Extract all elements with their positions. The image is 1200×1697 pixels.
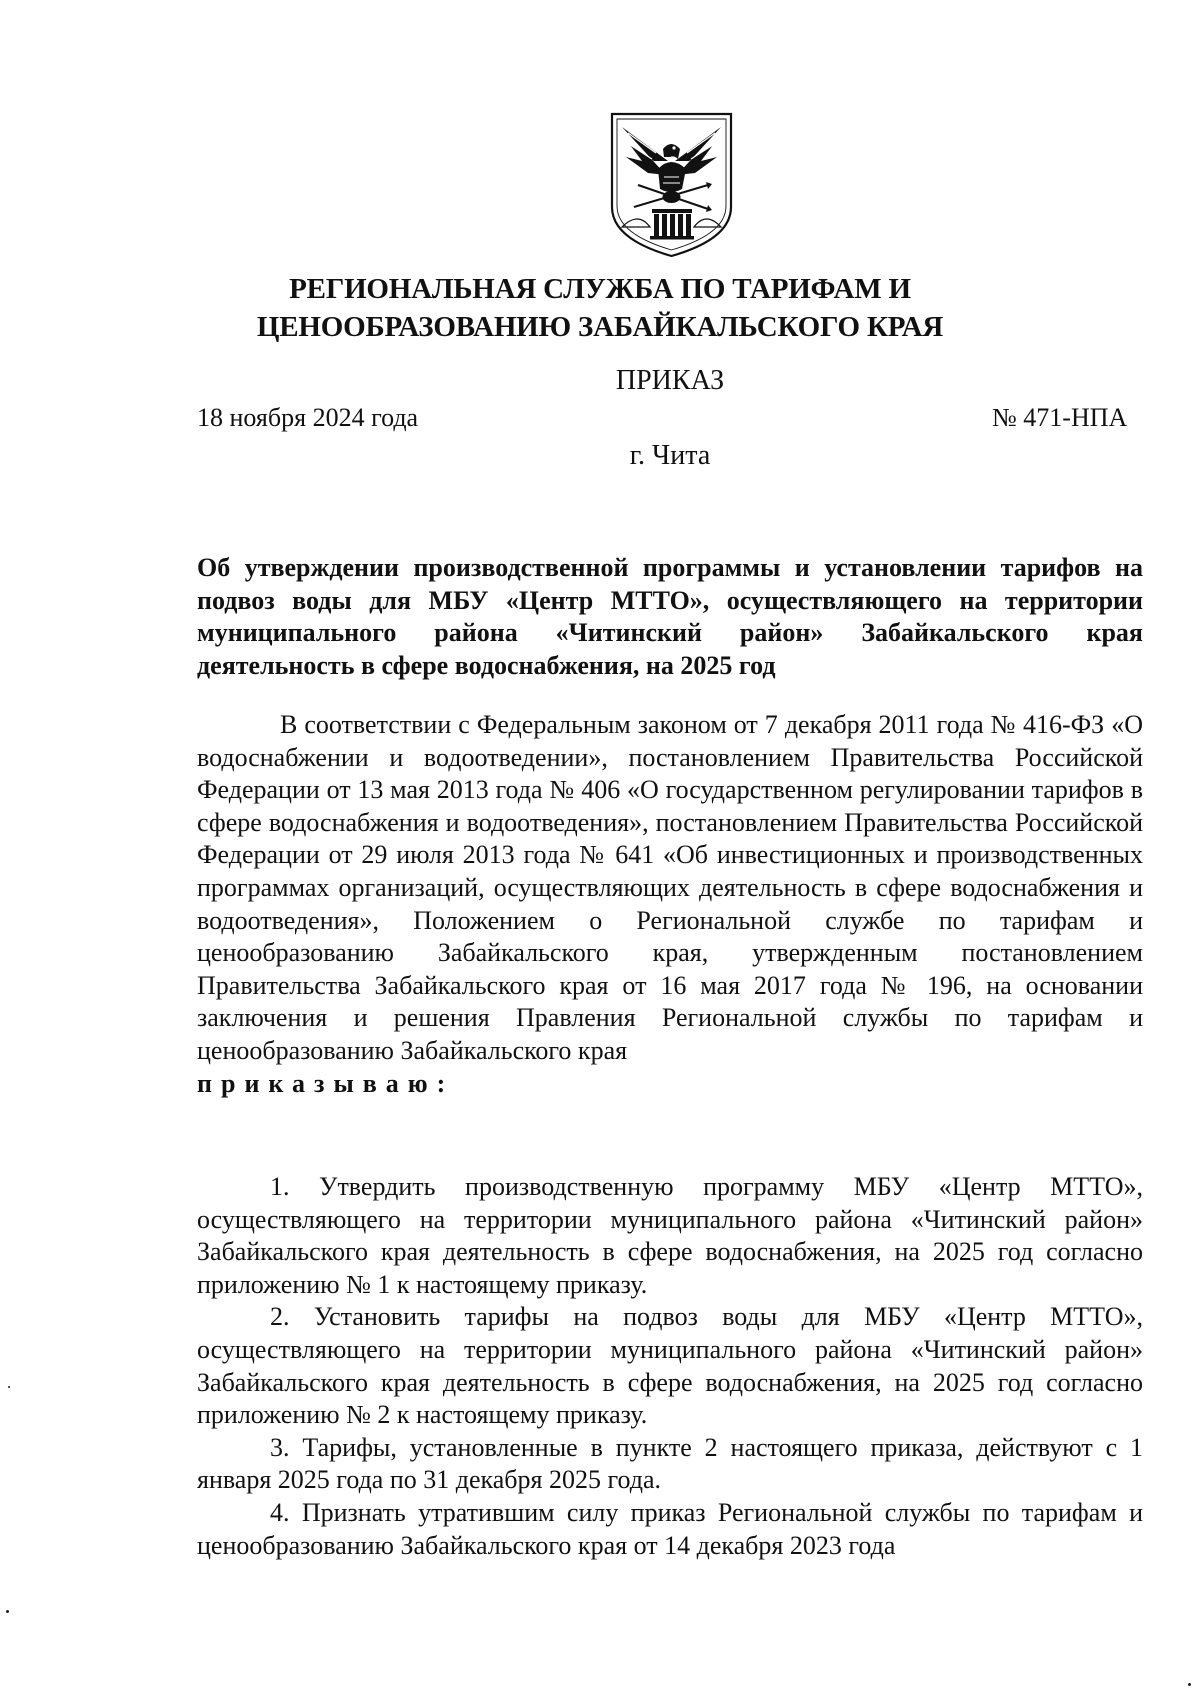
organization-title-line-1: РЕГИОНАЛЬНАЯ СЛУЖБА ПО ТАРИФАМ И [289, 273, 911, 305]
preamble-text: В соответствии с Федеральным законом от 7 декабря 2011 года № 416-ФЗ «О водоснабжении и водоотведении», постановлением Правительства Российской Федерации от 13 мая 2013 года № 406 «О государственном регулировании тарифов в сфере водоснабжения и водоотведения», постановлением Правительства Российской Федерации от 29 июля 2013 года № 641 «Об инвестиционных и производственных программах организаций, осуществляющих деятельность в сфере водоснабжения и водоотведения», Положением о Региональной службе по тарифам и ценообразованию Забайкальского края, утвержденным постановлением Правительства Забайкальского края от 16 мая 2017 года № 196, на основании заключения и решения Правления Региональной службы по тарифам и ценообразованию Забайкальского края [197, 710, 1143, 1065]
order-item-3: 3. Тарифы, установленные в пункте 2 настоящего приказа, действуют с 1 января 2025 года по 31 декабря 2025 года. [197, 1432, 1143, 1495]
scan-speck [1188, 1683, 1191, 1686]
order-date: 18 ноября 2024 года [197, 403, 419, 432]
order-item-4: 4. Признать утратившим силу приказ Региональной службы по тарифам и ценообразованию Забайкальского края от 14 декабря 2023 года [197, 1497, 1143, 1560]
document-type: ПРИКАЗ [615, 365, 725, 396]
order-title: Об утверждении производственной программы и установлении тарифов на подвоз воды для МБУ «Центр МТТО», осуществляющего на территории муниципального района «Читинский район» Забайкальского края деятельность в сфере водоснабжения, на 2025 год [197, 553, 1143, 680]
scan-speck [8, 1386, 10, 1388]
order-item-1: 1. Утвердить производственную программу МБУ «Центр МТТО», осуществляющего на территории муниципального района «Читинский район» Забайкальского края деятельность в сфере водоснабжения, на 2025 год согласно приложению № 1 к настоящему приказу. [197, 1172, 1143, 1299]
preamble [197, 709, 1143, 1100]
scan-speck [6, 1610, 9, 1613]
order-item-2: 2. Установить тарифы на подвоз воды для МБУ «Центр МТТО», осуществляющего на территории муниципального района «Читинский район» Забайкальского края деятельность в сфере водоснабжения, на 2025 год согласно приложению № 2 к настоящему приказу. [197, 1302, 1143, 1430]
order-city: г. Чита [629, 440, 711, 471]
order-number: № 471-НПА [992, 403, 1128, 432]
organization-title [150, 270, 1050, 346]
command-word: приказываю: [197, 1068, 455, 1098]
order-items [197, 1171, 1143, 1562]
organization-title-line-2: ЦЕНООБРАЗОВАНИЮ ЗАБАЙКАЛЬСКОГО КРАЯ [256, 311, 944, 343]
zabaikalsky-krai-coat-of-arms-icon [608, 111, 735, 258]
